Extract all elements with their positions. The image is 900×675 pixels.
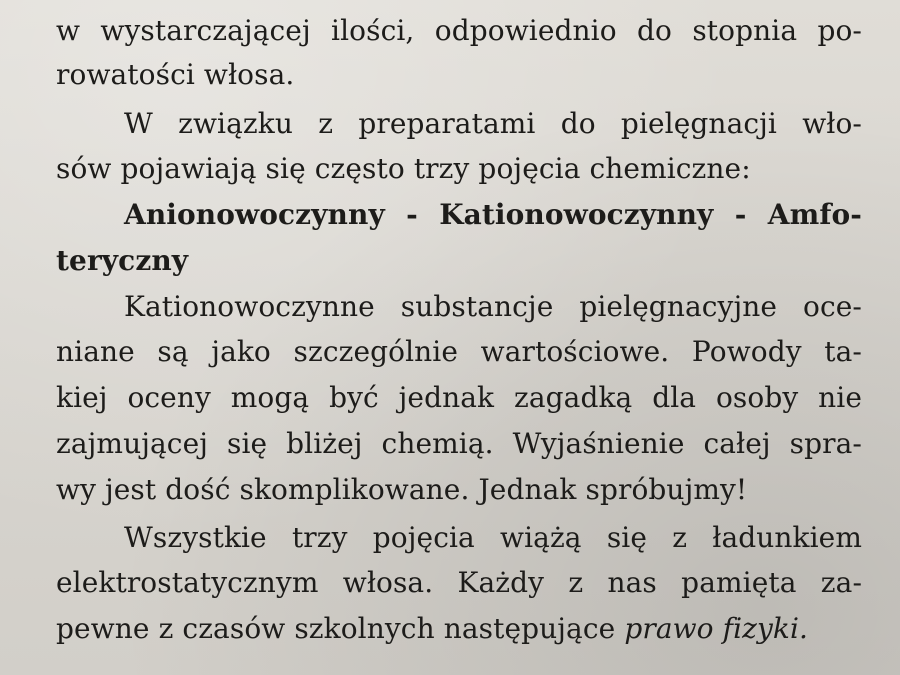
text-line-with-italic bbox=[56, 612, 862, 646]
text-line: wy jest dość skomplikowane. Jednak spróbujmy! bbox=[56, 473, 748, 506]
paragraph-start-line: Wszystkie trzy pojęcia wiążą się z ładunkiem bbox=[124, 521, 862, 554]
bold-heading-line: Anionowoczynny - Kationowoczynny - Amfo- bbox=[124, 198, 862, 231]
italic-phrase: prawo fizyki. bbox=[624, 612, 809, 645]
text-line: elektrostatycznym włosa. Każdy z nas pamięta za- bbox=[56, 566, 862, 599]
text-line: w wystarczającej ilości, odpowiednio do stopnia po- bbox=[56, 14, 862, 47]
bold-heading-line: teryczny bbox=[56, 244, 189, 277]
text-span: pewne z czasów szkolnych następujące bbox=[56, 612, 625, 645]
text-line: zajmującej się bliżej chemią. Wyjaśnienie całej spra- bbox=[56, 427, 862, 460]
text-line: sów pojawiają się często trzy pojęcia chemiczne: bbox=[56, 152, 751, 185]
text-line: kiej oceny mogą być jednak zagadką dla osoby nie bbox=[56, 381, 862, 414]
text-line: niane są jako szczególnie wartościowe. Powody ta- bbox=[56, 335, 862, 368]
text-line: rowatości włosa. bbox=[56, 58, 295, 91]
paragraph-start-line: Kationowoczynne substancje pielęgnacyjne oce- bbox=[124, 290, 862, 323]
paragraph-start-line: W związku z preparatami do pielęgnacji wło- bbox=[124, 107, 862, 140]
